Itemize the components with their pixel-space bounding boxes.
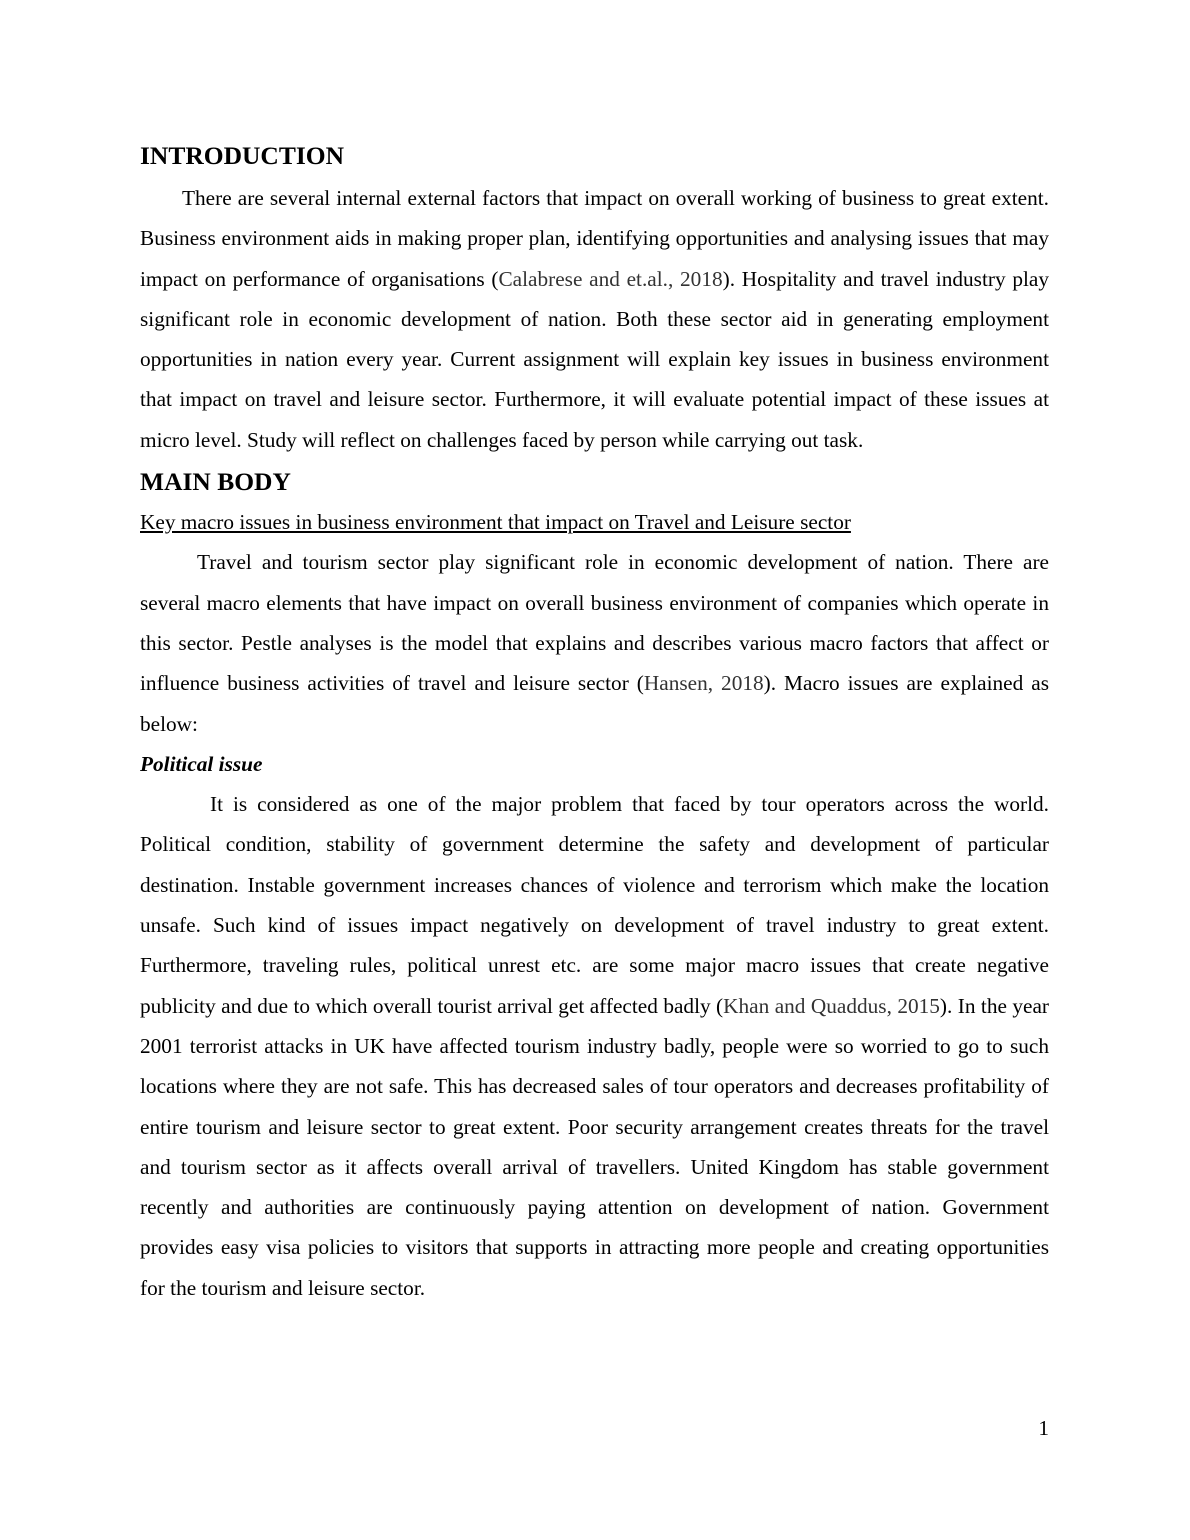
- introduction-paragraph: [140, 178, 1049, 460]
- citation: Calabrese and et.al., 2018: [498, 266, 723, 291]
- citation: Khan and Quaddus, 2015: [723, 993, 940, 1018]
- section-subheading: Key macro issues in business environment that impact on Travel and Leisure sector: [140, 510, 851, 535]
- text: Travel and tourism sector play significant role in economic development of nation. There are several macro elements that have impact on overall business environment of companies which operate in this sector. Pestle analyses is the model that explains and describes various macro factors that affect or influence business activities of travel and leisure sector (: [140, 550, 1049, 696]
- text: ). Macro issues are explained as below:: [140, 671, 1049, 736]
- text: ). In the year 2001 terrorist attacks in UK have affected tourism industry badly, people were so worried to go to such locations where they are not safe. This has decreased sales of tour operators and decreases profitability of entire tourism and leisure sector to great extent. Poor security arrangement creates threats for the travel and tourism sector as it affects overall arrival of travellers. United Kingdom has stable government recently and authorities are continuously paying attention on development of nation. Government provides easy visa policies to visitors that supports in attracting more people and creating opportunities for the tourism and leisure sector.: [140, 993, 1049, 1300]
- main-body-heading: MAIN BODY: [140, 467, 291, 497]
- text: It is considered as one of the major problem that faced by tour operators across the world. Political condition, stability of government determine the safety and development of particular destination. Instable government increases chances of violence and terrorism which make the location unsafe. Such kind of issues impact negatively on development of travel industry to great extent. Furthermore, traveling rules, political unrest etc. are some major macro issues that create negative publicity and due to which overall tourist arrival get affected badly (: [140, 792, 1049, 1018]
- political-paragraph: [140, 784, 1049, 1308]
- document-page: [140, 138, 1049, 1308]
- citation: Hansen, 2018: [643, 671, 764, 696]
- introduction-heading: INTRODUCTION: [140, 141, 345, 170]
- macro-paragraph: [140, 542, 1049, 743]
- political-heading: Political issue: [140, 751, 263, 776]
- page-number: 1: [1038, 1416, 1049, 1440]
- text: ). Hospitality and travel industry play significant role in economic development of nation. Both these sector aid in generating employment opportunities in nation every year. Current assignment will explain key issues in business environment that impact on travel and leisure sector. Furthermore, it will evaluate potential impact of these issues at micro level. Study will reflect on challenges faced by person while carrying out task.: [140, 266, 1049, 452]
- text: There are several internal external factors that impact on overall working of business to great extent. Business environment aids in making proper plan, identifying opportunities and analysing issues that may impact on performance of organisations (: [140, 186, 1049, 291]
